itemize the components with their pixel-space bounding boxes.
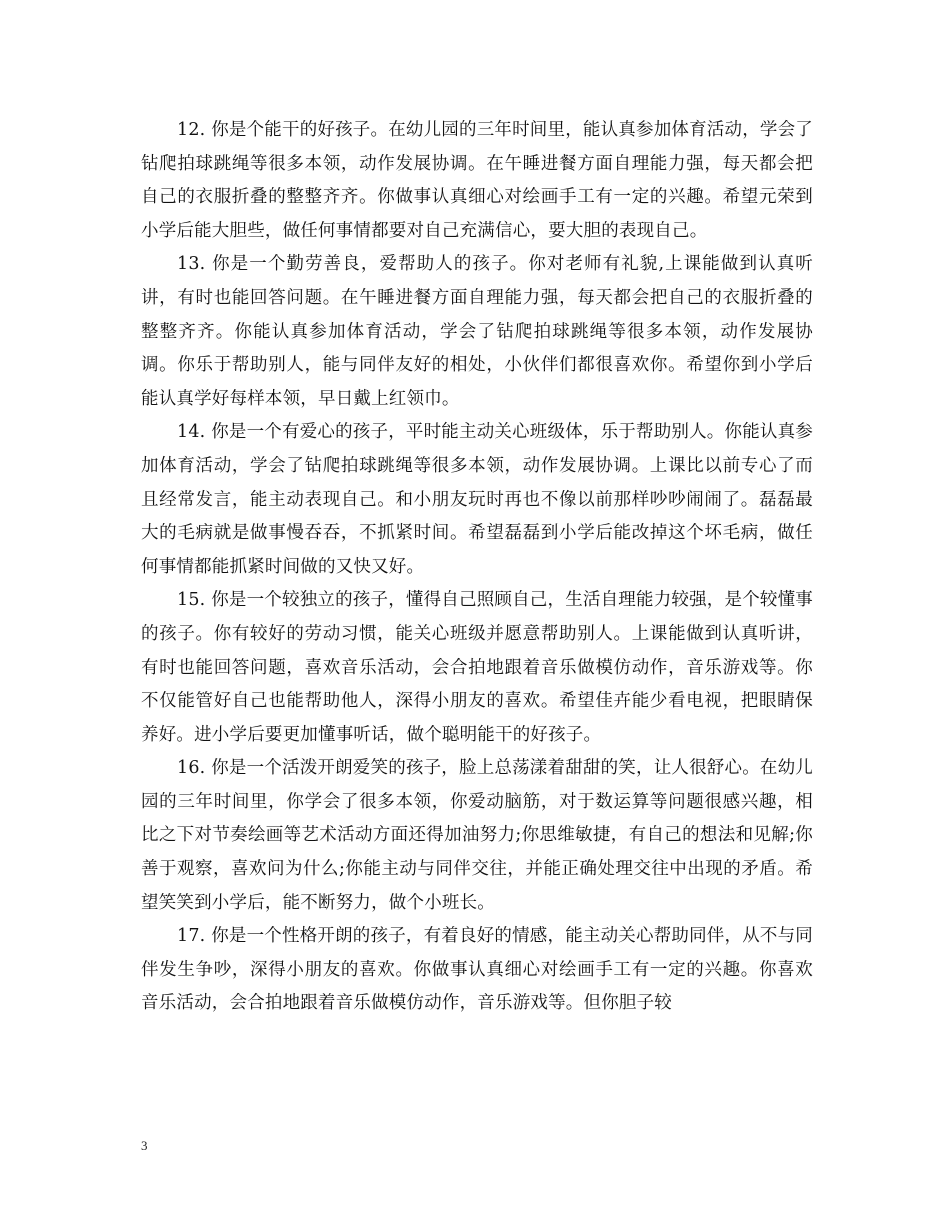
page-number: 3: [141, 1138, 148, 1153]
paragraph-14: 14. 你是一个有爱心的孩子，平时能主动关心班级体，乐于帮助别人。你能认真参加体育活动，学会了钻爬拍球跳绳等很多本领，动作发展协调。上课比以前专心了而且经常发言，能主动表现自己。和小朋友玩时再也不像以前那样吵吵闹闹了。磊磊最大的毛病就是做事慢吞吞，不抓紧时间。希望磊磊到小学后能改掉这个坏毛病，做任何事情都能抓紧时间做的又快又好。: [141, 422, 813, 577]
paragraph-13: 13. 你是一个勤劳善良，爱帮助人的孩子。你对老师有礼貌,上课能做到认真听讲，有时也能回答问题。在午睡进餐方面自理能力强，每天都会把自己的衣服折叠的整整齐齐。你能认真参加体育活动，学会了钻爬拍球跳绳等很多本领，动作发展协调。你乐于帮助别人，能与同伴友好的相处，小伙伴们都很喜欢你。希望你到小学后能认真学好每样本领，早日戴上红领巾。: [141, 254, 813, 409]
paragraph-12: 12. 你是个能干的好孩子。在幼儿园的三年时间里，能认真参加体育活动，学会了钻爬拍球跳绳等很多本领，动作发展协调。在午睡进餐方面自理能力强，每天都会把自己的衣服折叠的整整齐齐。你做事认真细心对绘画手工有一定的兴趣。希望元荣到小学后能大胆些，做任何事情都要对自己充满信心，要大胆的表现自己。: [141, 120, 813, 241]
document-body: [141, 114, 813, 1021]
paragraph-16: 16. 你是一个活泼开朗爱笑的孩子，脸上总荡漾着甜甜的笑，让人很舒心。在幼儿园的三年时间里，你学会了很多本领，你爱动脑筋，对于数运算等问题很感兴趣，相比之下对节奏绘画等艺术活动方面还得加油努力;你思维敏捷，有自己的想法和见解;你善于观察，喜欢问为什么;你能主动与同伴交往，并能正确处理交往中出现的矛盾。希望笑笑到小学后，能不断努力，做个小班长。: [141, 758, 813, 913]
paragraph-17: 17. 你是一个性格开朗的孩子，有着良好的情感，能主动关心帮助同伴，从不与同伴发生争吵，深得小朋友的喜欢。你做事认真细心对绘画手工有一定的兴趣。你喜欢音乐活动，会合拍地跟着音乐做模仿动作，音乐游戏等。但你胆子较: [141, 926, 813, 1014]
paragraph-15: 15. 你是一个较独立的孩子，懂得自己照顾自己，生活自理能力较强，是个较懂事的孩子。你有较好的劳动习惯，能关心班级并愿意帮助别人。上课能做到认真听讲，有时也能回答问题，喜欢音乐活动，会合拍地跟着音乐做模仿动作，音乐游戏等。你不仅能管好自己也能帮助他人，深得小朋友的喜欢。希望佳卉能少看电视，把眼睛保养好。进小学后要更加懂事听话，做个聪明能干的好孩子。: [141, 590, 813, 745]
